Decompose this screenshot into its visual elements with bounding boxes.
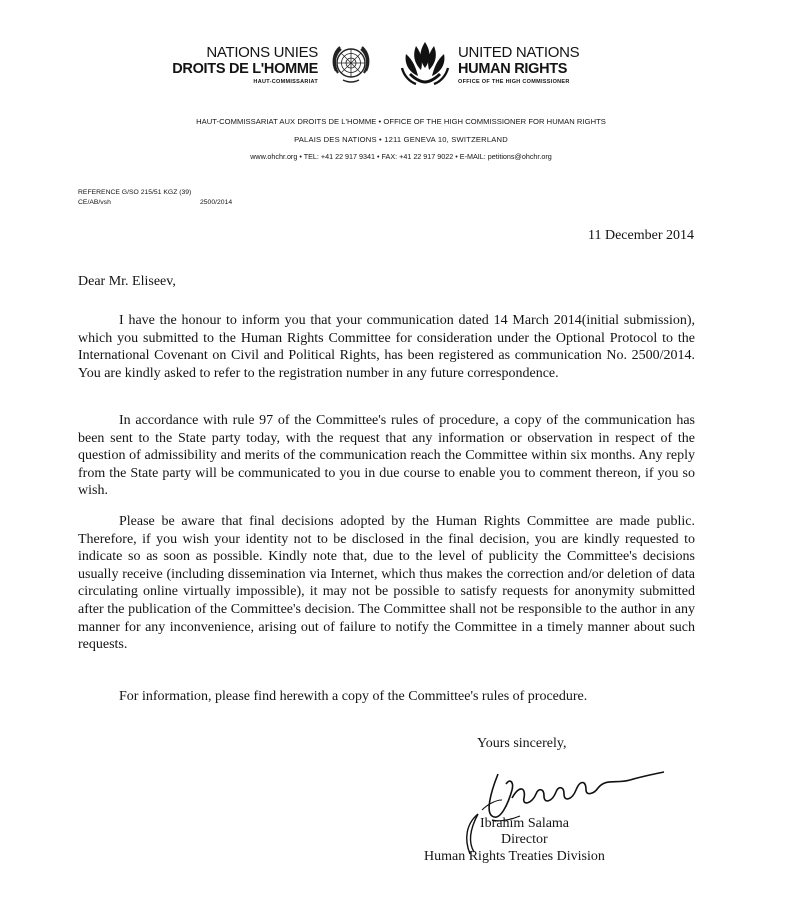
- letterhead-english: [458, 44, 579, 87]
- signatory-division: Human Rights Treaties Division: [424, 849, 605, 864]
- body-paragraph: In accordance with rule 97 of the Committee's rules of procedure, a copy of the communication has been sent to the State party today, with the request that any information or observation in respect of the question of admissibility and merits of the communication reach the Committee within six months. Any reply from the State party will be communicated to you in due course to enable you to comment thereon, if you so wish.: [78, 413, 695, 499]
- letterhead-fr-line3: HAUT-COMMISSARIAT: [253, 79, 318, 85]
- body-paragraph: Please be aware that final decisions adopted by the Human Rights Committee are made public. Therefore, if you wish your identity not to be disclosed in the final decision, you are kindly requested to indicate so as soon as possible. Kindly note that, due to the level of publicity the Committee's decisions usually receive (including dissemination via Internet, which thus makes the correction and/or deletion of data circulating online virtually impossible), it may not be possible to satisfy requests for anonymity submitted after the publication of the Committee's decision. The Committee shall not be responsible to the author in any manner for any inconvenience, arising out of failure to notify the Committee in a timely manner about such requests.: [78, 514, 695, 653]
- human-rights-emblem-icon: [396, 38, 454, 93]
- signatory-title: Director: [501, 832, 548, 847]
- un-emblem-icon: [329, 41, 373, 90]
- reference-initials: CE/AB/vsh: [78, 199, 111, 206]
- letter-date: 11 December 2014: [588, 228, 694, 243]
- letterhead-en-line1: UNITED NATIONS: [458, 44, 580, 61]
- closing: Yours sincerely,: [477, 736, 567, 751]
- letterhead-en-line2: HUMAN RIGHTS: [458, 61, 568, 77]
- letterhead-fr-line1: NATIONS UNIES: [206, 44, 318, 61]
- signatory-name: Ibrahim Salama: [480, 816, 570, 831]
- reference-case-number: 2500/2014: [200, 199, 233, 206]
- letterhead-en-line3: OFFICE OF THE HIGH COMMISSIONER: [458, 79, 570, 85]
- reference-number: REFERENCE G/SO 215/51 KGZ (39): [78, 189, 192, 196]
- address-line-1: HAUT-COMMISSARIAT AUX DROITS DE L'HOMME • OFFICE OF THE HIGH COMMISSIONER FOR HUMAN RIGHTS: [196, 117, 606, 126]
- letterhead-french: [172, 44, 318, 87]
- body-paragraph: For information, please find herewith a copy of the Committee's rules of procedure.: [119, 689, 588, 704]
- address-line-2: PALAIS DES NATIONS • 1211 GENEVA 10, SWITZERLAND: [294, 135, 508, 144]
- contact-line: www.ohchr.org • TEL: +41 22 917 9341 • FAX: +41 22 917 9022 • E-MAIL: petitions@ohchr.org: [250, 152, 552, 161]
- body-paragraph: I have the honour to inform you that your communication dated 14 March 2014(initial submission), which you submitted to the Human Rights Committee for consideration under the Optional Protocol to the International Covenant on Civil and Political Rights, has been registered as communication No. 2500/2014. You are kindly asked to refer to the registration number in any future correspondence.: [78, 313, 695, 381]
- letterhead-fr-line2: DROITS DE L'HOMME: [172, 61, 318, 77]
- salutation: Dear Mr. Eliseev,: [78, 274, 176, 289]
